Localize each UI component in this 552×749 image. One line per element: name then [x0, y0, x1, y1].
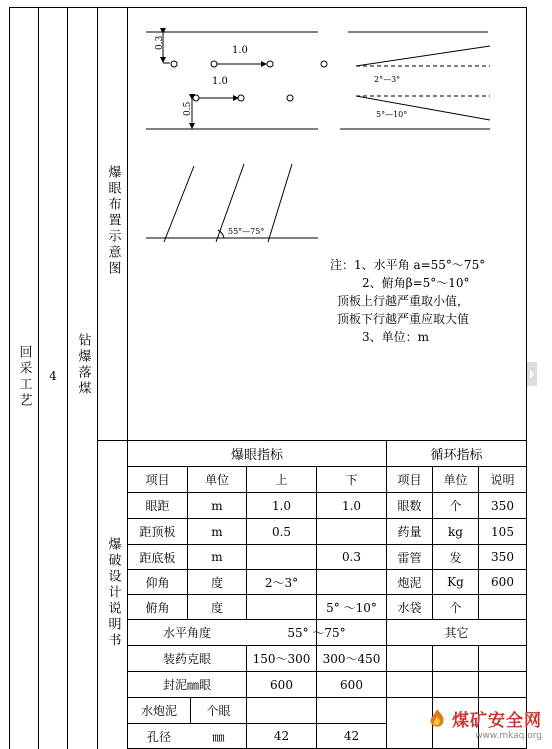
- table-cell: 炮泥: [397, 575, 422, 590]
- note-line: 顶板上行越严重取小值，: [337, 294, 470, 308]
- table-cell: 300～450: [322, 652, 381, 666]
- table-cell: [247, 545, 316, 569]
- note-line: 2、俯角β=5°～10°: [362, 276, 470, 290]
- table-cell: 其它: [444, 626, 469, 640]
- table-cell: 600: [491, 575, 514, 589]
- table-cell: m: [211, 550, 223, 564]
- table-cell: 105: [491, 524, 514, 539]
- table-cell: 孔径: [146, 729, 171, 744]
- column-header: 下: [345, 473, 358, 487]
- process-label: 回采工艺: [16, 345, 32, 409]
- column-header: 说明: [490, 473, 515, 487]
- table-cell: 水炮泥: [140, 704, 177, 718]
- blasthole: [238, 95, 244, 101]
- blasthole: [171, 61, 177, 67]
- blasthole: [321, 61, 327, 67]
- table-cell: 雷管: [397, 550, 422, 565]
- table-cell: 装药克眼: [162, 652, 211, 666]
- watermark-title: 煤矿安全网: [452, 711, 542, 731]
- row-spacing-bottom-label: 1.0: [212, 76, 228, 87]
- table-cell: 1.0: [341, 498, 362, 513]
- table-cell: 个: [449, 499, 462, 513]
- table-cell: [317, 570, 386, 594]
- table-cell: 150～300: [252, 652, 311, 666]
- note-line: 顶板下行越严重应取大值: [337, 312, 470, 326]
- table-cell: 距底板: [139, 550, 176, 565]
- column-divider: [67, 7, 68, 749]
- note-line: 3、单位：m: [362, 330, 430, 344]
- flame-logo-icon: [426, 708, 448, 730]
- table-cell: 0.3: [341, 550, 362, 564]
- table-cell: 发: [449, 550, 462, 565]
- border-left: [9, 7, 10, 749]
- row-spacing-top-label: 1.0: [232, 45, 248, 56]
- table-cell: 55° ～75°: [287, 626, 346, 640]
- table-cell: 水平角度: [162, 626, 211, 640]
- table-cell: 350: [491, 550, 514, 564]
- operation-label: 钻爆落煤: [75, 333, 91, 397]
- table-cell: ㎜: [212, 729, 225, 744]
- table-cell: kg: [448, 524, 463, 539]
- table-cell: 2～3°: [264, 575, 299, 590]
- table-cell: Kg: [447, 575, 464, 589]
- column-header: 项目: [145, 473, 170, 487]
- blasthole: [287, 95, 293, 101]
- table-cell: [479, 595, 526, 619]
- table-cell: 0.5: [271, 524, 292, 539]
- column-header: 单位: [443, 473, 468, 487]
- table-cell: 水袋: [397, 600, 422, 615]
- table-cell: 封泥㎜眼: [162, 678, 211, 692]
- upper-angle-label: 2°—3°: [374, 75, 401, 84]
- watermark-url[interactable]: www.mkaq.org: [475, 731, 542, 741]
- table-cell: 个眼: [206, 704, 231, 718]
- table-cell: m: [211, 524, 223, 539]
- bottom-spacing-label: 0.5: [183, 101, 193, 116]
- design-title: 爆破设计说明书: [105, 537, 121, 649]
- table-cell: [317, 519, 386, 544]
- column-header: 上: [275, 473, 288, 487]
- layout-title: 爆眼布置示意图: [105, 165, 121, 277]
- blasthole: [267, 61, 273, 67]
- blasthole: [211, 61, 217, 67]
- section-header: 爆眼指标: [230, 448, 283, 463]
- table-cell: 5° ～10°: [326, 600, 377, 615]
- table-cell: 1.0: [271, 498, 292, 513]
- blasthole: [193, 95, 199, 101]
- table-cell: 眼数: [397, 499, 422, 513]
- table-cell: [247, 595, 316, 619]
- table-rule: [432, 645, 433, 749]
- table-cell: 350: [491, 498, 514, 513]
- process-number: 4: [49, 369, 57, 383]
- table-cell: 距顶板: [139, 525, 176, 539]
- site-watermark: [452, 706, 542, 741]
- lower-angle-label: 5°—10°: [376, 110, 408, 119]
- table-cell: 眼距: [145, 499, 170, 513]
- column-header: 单位: [204, 473, 229, 487]
- table-cell: 个: [449, 600, 462, 615]
- table-cell: 仰角: [145, 575, 170, 590]
- table-cell: 度: [210, 575, 223, 590]
- note-line: 注：1、水平角 a=55°～75°: [330, 258, 486, 272]
- table-cell: 药量: [397, 525, 422, 539]
- blasthole-layout-diagram: [128, 8, 526, 440]
- horizontal-angle-label: 55°—75°: [228, 227, 265, 236]
- section-header: 循环指标: [430, 448, 483, 463]
- scroll-right-icon[interactable]: [527, 362, 537, 386]
- table-cell: m: [211, 498, 223, 513]
- table-cell: 600: [270, 677, 293, 692]
- table-cell: 俯角: [145, 600, 170, 615]
- table-cell: 度: [210, 600, 223, 615]
- column-header: 项目: [397, 473, 422, 487]
- column-divider: [97, 7, 98, 749]
- table-cell: 600: [340, 677, 363, 692]
- table-cell: 42: [273, 729, 290, 743]
- top-spacing-label: 0.3: [155, 35, 165, 50]
- table-cell: 42: [343, 729, 360, 743]
